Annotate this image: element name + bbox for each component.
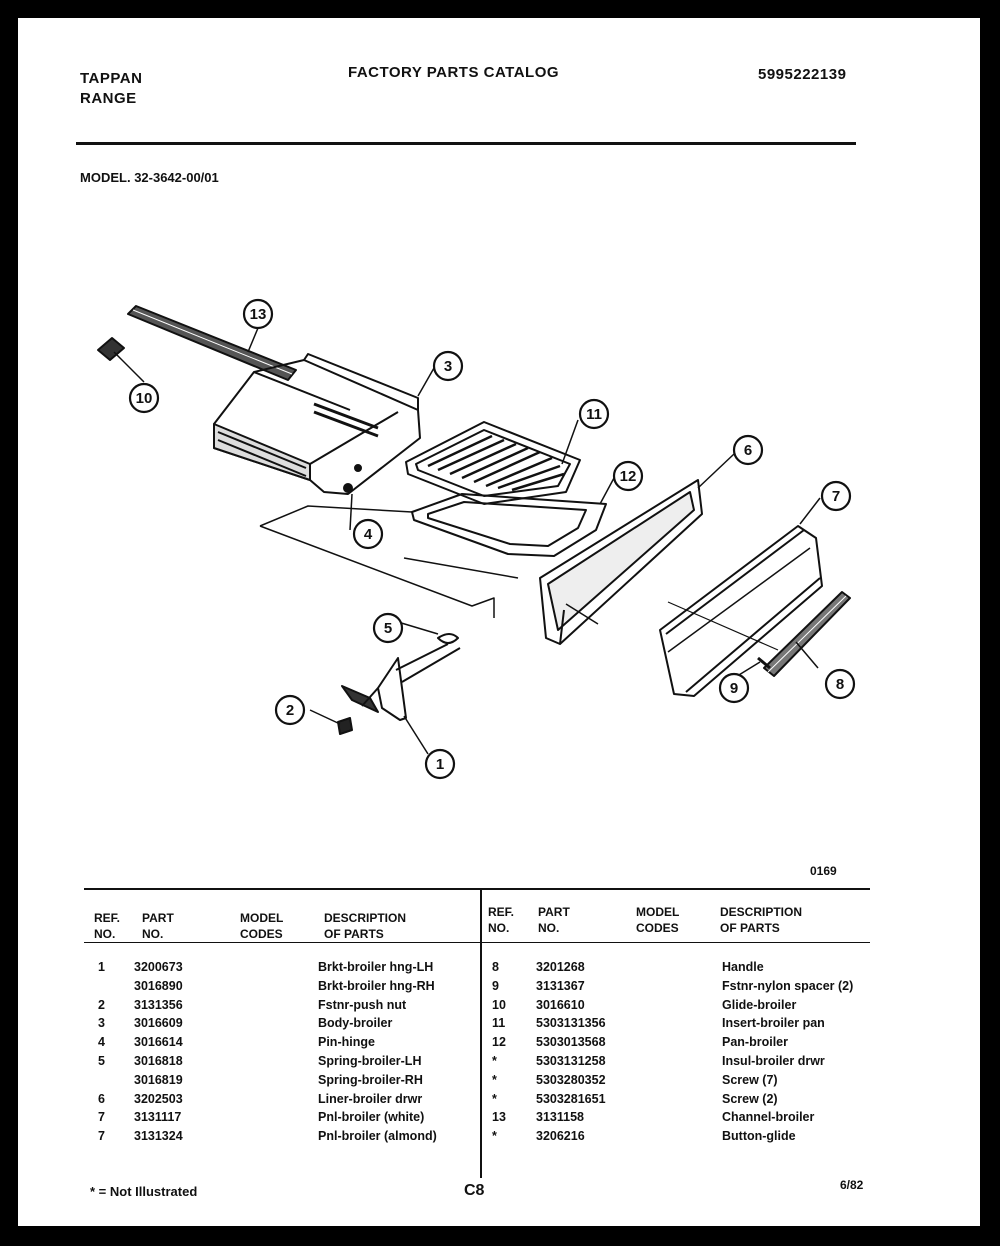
catalog-title: FACTORY PARTS CATALOG [348, 64, 560, 81]
part-description: Body-broiler [318, 1016, 393, 1031]
model-number: 32-3642-00/01 [134, 170, 219, 185]
part-description: Brkt-broiler hng-RH [318, 978, 435, 993]
part-description: Button-glide [722, 1129, 796, 1144]
part-description: Pin-hinge [318, 1035, 375, 1050]
part-description: Spring-broiler-LH [318, 1054, 422, 1068]
part-number: 3206216 [536, 1129, 585, 1144]
callout-8 [826, 670, 854, 698]
part-number: 5303280352 [536, 1072, 606, 1087]
col-desc-header: DESCRIPTION OF PARTS [720, 905, 803, 935]
svg-text:2: 2 [285, 702, 295, 719]
callout-12 [614, 462, 642, 490]
figure-code: 0169 [810, 864, 837, 878]
callout-5 [374, 614, 402, 642]
part-number: 3016818 [134, 1054, 183, 1068]
part-description: Handle [722, 960, 764, 974]
callout-6 [734, 436, 762, 464]
part-ref-number: 1 [98, 960, 105, 974]
product-type: RANGE [80, 90, 137, 107]
svg-text:9: 9 [729, 680, 739, 697]
part-ref-number: 11 [492, 1016, 506, 1031]
part-number: 3202503 [134, 1091, 183, 1106]
part-number: 5303131356 [536, 1016, 606, 1031]
svg-text:5: 5 [383, 620, 393, 637]
svg-text:6: 6 [743, 442, 753, 459]
part-ref-number: 13 [492, 1110, 506, 1125]
callout-2 [276, 696, 304, 724]
part-ref-number: 2 [98, 997, 105, 1012]
part-number: 5303013568 [536, 1035, 606, 1050]
table-top-rule [84, 888, 870, 890]
part-number: 3201268 [536, 960, 585, 974]
part-description: Glide-broiler [722, 997, 797, 1012]
svg-text:1: 1 [435, 756, 445, 773]
svg-text:8: 8 [835, 676, 845, 693]
model-line: MODEL. 32-3642-00/01 [80, 170, 219, 185]
part-ref-number: 7 [98, 1129, 105, 1144]
part-ref-number: * [492, 1129, 497, 1144]
table-header-rule [84, 942, 870, 943]
col-ref-header: REF. NO. [94, 911, 121, 941]
part-number: 3131356 [134, 997, 183, 1012]
part-description: Spring-broiler-RH [318, 1072, 423, 1087]
not-illustrated-note: * = Not Illustrated [90, 1184, 198, 1199]
part-number: 3016819 [134, 1072, 183, 1087]
svg-text:3: 3 [443, 358, 453, 375]
part-description: Screw (2) [722, 1091, 778, 1106]
part-number: 3131117 [134, 1110, 182, 1125]
part-number: 3016890 [134, 978, 183, 993]
catalog-page [18, 18, 980, 1226]
svg-text:13: 13 [249, 306, 267, 323]
part-ref-number: * [492, 1091, 497, 1106]
callout-13 [244, 300, 272, 328]
col-ref-header: REF. NO. [488, 905, 515, 935]
col-desc-header: DESCRIPTION OF PARTS [324, 911, 407, 941]
part-description: Pnl-broiler (white) [318, 1110, 425, 1125]
page-code: C8 [464, 1182, 485, 1199]
col-part-header: PART NO. [538, 905, 570, 935]
part-number: 3131367 [536, 978, 585, 993]
catalog-number: 5995222139 [758, 66, 847, 83]
brand-name: TAPPAN [80, 70, 143, 87]
part-number: 3200673 [134, 960, 183, 974]
callout-9 [720, 674, 748, 702]
part-ref-number: * [492, 1054, 497, 1068]
part-description: Insert-broiler pan [722, 1016, 825, 1031]
callout-4 [354, 520, 382, 548]
part-description: Insul-broiler drwr [722, 1054, 825, 1068]
revision-date: 6/82 [840, 1178, 864, 1192]
part-ref-number: 6 [98, 1091, 105, 1106]
part-ref-number: 12 [492, 1035, 506, 1050]
svg-text:7: 7 [831, 488, 841, 505]
svg-text:4: 4 [363, 526, 373, 543]
part-number: 3016614 [134, 1035, 183, 1050]
part-description: Liner-broiler drwr [318, 1091, 423, 1106]
part-description: Fstnr-nylon spacer (2) [722, 978, 854, 993]
col-codes-header: MODEL CODES [636, 905, 680, 935]
part-ref-number: 5 [98, 1054, 105, 1068]
col-codes-header: MODEL CODES [240, 911, 284, 941]
svg-text:11: 11 [586, 406, 602, 423]
part-description: Pnl-broiler (almond) [318, 1129, 437, 1144]
part-description: Pan-broiler [722, 1035, 788, 1050]
part-ref-number: * [492, 1072, 497, 1087]
callout-10 [130, 384, 158, 412]
part-number: 3131158 [536, 1110, 584, 1125]
callout-11 [580, 400, 608, 428]
part-ref-number: 9 [492, 978, 499, 993]
part-description: Channel-broiler [722, 1110, 815, 1125]
exploded-parts-diagram [18, 18, 980, 838]
part-ref-number: 10 [492, 997, 506, 1012]
part-ref-number: 4 [98, 1035, 105, 1050]
part-number: 3016610 [536, 997, 585, 1012]
col-part-header: PART NO. [142, 911, 174, 941]
part-description: Brkt-broiler hng-LH [318, 960, 434, 974]
part-ref-number: 8 [492, 960, 499, 974]
part-description: Screw (7) [722, 1072, 778, 1087]
svg-text:12: 12 [619, 468, 637, 485]
svg-text:10: 10 [135, 390, 153, 407]
part-number: 3016609 [134, 1016, 183, 1031]
model-label: MODEL [80, 170, 127, 185]
callout-7 [822, 482, 850, 510]
part-ref-number: 7 [98, 1110, 105, 1125]
part-number: 5303131258 [536, 1054, 606, 1068]
callout-3 [434, 352, 462, 380]
part-ref-number: 3 [98, 1016, 105, 1031]
callout-1 [426, 750, 454, 778]
part-description: Fstnr-push nut [318, 997, 407, 1012]
table-center-rule [480, 888, 482, 1178]
part-number: 3131324 [134, 1129, 183, 1144]
part-number: 5303281651 [536, 1091, 606, 1106]
